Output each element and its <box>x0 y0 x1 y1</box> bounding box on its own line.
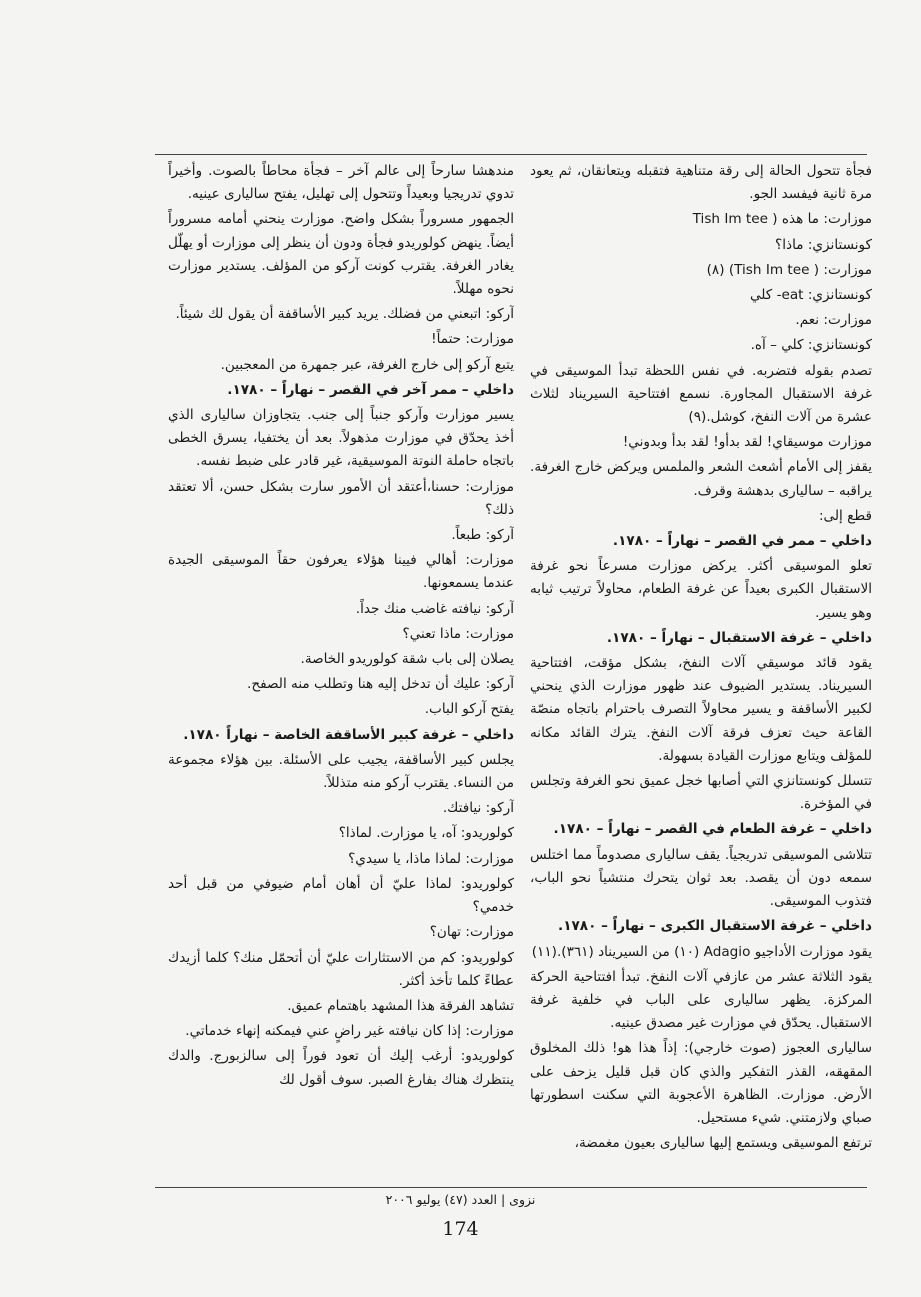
paragraph: موزارت: أهالي فيينا هؤلاء يعرفون حقاً الموسيقى الجيدة عندما يسمعونها. <box>168 552 514 592</box>
paragraph: يسير موزارت وآركو جنباً إلى جنب. يتجاوزان ساليارى الذي أخذ يحدّق في موزارت مذهولاً. بعد أن يختفيا، يسرق الخطى باتجاه حاملة النوتة الموسيقية، غير قادر على ضبط نفسه. <box>168 407 514 470</box>
scene-heading: داخلي – غرفة كبير الأساقفة الخاصة – نهاراً ١٧٨٠. <box>183 726 514 743</box>
paragraph: آركو: اتبعني من فضلك. يريد كبير الأساقفة أن يقول لك شيئاً. <box>175 306 514 323</box>
scene-heading: داخلي – ممر آخر في القصر – نهاراً – ١٧٨٠. <box>227 381 514 398</box>
paragraph: موزارت: ما هذه ( Tish Im tee <box>692 211 872 228</box>
paragraph: تتلاشى الموسيقى تدريجياً. يقف ساليارى مصدوماً مما اختلس سمعه دون أن يقصد. بعد ثوان يتحرك منتشياً نحو الباب، فتذوب الموسيقى. <box>530 846 872 910</box>
paragraph: كولوريدو: آه، يا موزارت. لماذا؟ <box>338 825 514 842</box>
top-rule <box>155 154 867 155</box>
paragraph: كولوريدو: لماذا عليّ أن أهان أمام ضيوفي من قبل أحد خدمي؟ <box>168 875 514 916</box>
paragraph: كونستانزي: eat- كلي <box>749 287 872 304</box>
right-text-column <box>530 160 872 1180</box>
paragraph: ترتفع الموسيقى ويستمع إليها ساليارى بعيون مغمضة، <box>574 1135 872 1152</box>
page-number: 174 <box>442 1218 479 1240</box>
paragraph: تصدم بقوله فتضربه. في نفس اللحظة تبدأ الموسيقى في غرفة الاستقبال المجاورة. نسمع افتتاحية السيريناد لثلاث عشرة من آلات النفخ، كوشل.(٩) <box>530 362 872 426</box>
paragraph: تتسلل كونستانزي التي أصابها خجل عميق نحو الغرفة وتجلس في المؤخرة. <box>530 773 872 813</box>
paragraph: آركو: نيافتك. <box>442 800 514 817</box>
paragraph: يتبع آركو إلى خارج الغرفة، عبر جمهرة من المعجبين. <box>220 356 514 373</box>
scene-heading: داخلي – غرفة الطعام في القصر – نهاراً – ١٧٨٠. <box>553 821 872 838</box>
scene-heading: داخلي – ممر في القصر – نهاراً – ١٧٨٠. <box>612 533 872 550</box>
bottom-rule <box>155 1187 867 1188</box>
paragraph: موزارت موسيقاي! لقد بدأو! لقد بدأ وبدوني! <box>622 434 872 451</box>
paragraph: يصلان إلى باب شقة كولوريدو الخاصة. <box>300 651 514 668</box>
paragraph: ساليارى العجوز (صوت خارجي): إذاً هذا هو! ذلك المخلوق المقهقه، القذر التفكير والذي كان قبل قليل يزحف على الأرض. موزارت. الظاهرة الأعجوبة التي سكنت اسطورتها صباي ولازمتني. شيء مستحيل. <box>530 1040 872 1126</box>
paragraph: موزارت: لماذا ماذا، يا سيدي؟ <box>348 850 514 867</box>
paragraph: كولوريدو: كم من الاستثارات عليّ أن أتحمّل منك؟ كلما أزيدك عطاءً كلما تأخذ أكثر. <box>168 949 514 989</box>
paragraph: قطع إلى: <box>818 507 872 524</box>
paragraph: يجلس كبير الأساقفة، يجيب على الأسئلة. بين هؤلاء مجموعة من النساء. يقترب آركو منه متذللاً. <box>168 751 514 792</box>
paragraph: آركو: عليك أن تدخل إليه هنا وتطلب منه الصفح. <box>247 676 514 693</box>
paragraph: فجأة تتحول الحالة إلى رقة متناهية فتقبله ويتعانقان، ثم يعود مرة ثانية فيفسد الجو. <box>530 163 872 203</box>
paragraph: موزارت: ( Tish Im tee) (٨) <box>706 261 872 278</box>
paragraph: الجمهور مسروراً بشكل واضح. موزارت ينحني أمامه مسروراً أيضاً. ينهض كولوريدو فجأة ودون أن ينظر إلى موزارت أو يهلّل يغادر الغرفة. يقترب كونت آركو من المؤلف. يستدير موزارت نحوه مهللاً. <box>168 211 514 298</box>
paragraph: تعلو الموسيقى أكثر. يركض موزارت مسرعاً نحو غرفة الاستقبال الكبرى بعيداً عن غرفة الطعام، محاولاً ترتيب ثيابه وهو يسير. <box>530 558 872 621</box>
paragraph: آركو: طبعاً. <box>451 527 514 544</box>
left-text-column <box>168 160 514 1180</box>
paragraph: يفتح آركو الباب. <box>424 701 514 718</box>
paragraph: موزارت: تهان؟ <box>429 924 514 941</box>
paragraph: موزارت: ماذا تعني؟ <box>402 625 514 642</box>
paragraph: يقود الثلاثة عشر من عازفي آلات النفخ. تبدأ افتتاحية الحركة المركزة. يظهر ساليارى على الباب في خلفية غرفة الاستقبال. يحدّق في موزارت غير مصدق عينيه. <box>530 968 872 1032</box>
paragraph: موزارت: إذا كان نيافته غير راضٍ عني فيمكنه إنهاء خدماتي. <box>185 1023 514 1040</box>
paragraph: كونستانزي: كلي – آه. <box>750 337 872 354</box>
paragraph: يقفز إلى الأمام أشعث الشعر والملمس ويركض خارج الغرفة. يراقبه – ساليارى بدهشة وقرف. <box>530 459 872 499</box>
paragraph: موزارت: حسنا،أعتقد أن الأمور سارت بشكل حسن، ألا تعتقد ذلك؟ <box>168 478 514 518</box>
paragraph: موزارت: حتماً! <box>431 331 514 348</box>
paragraph: يقود موزارت الأداجيو Adagio (١٠) من السيريناد (٣٦١).(١١) <box>531 943 872 960</box>
paragraph: موزارت: نعم. <box>795 312 872 329</box>
paragraph: كونستانزي: ماذا؟ <box>775 236 872 253</box>
paragraph: تشاهد الفرقة هذا المشهد باهتمام عميق. <box>287 997 514 1014</box>
paragraph: كولوريدو: أرغب إليك أن تعود فوراً إلى سالزبورج. والدك ينتظرك هناك بفارغ الصبر. سوف أقول لك <box>168 1048 514 1088</box>
running-footer: نزوى | العدد (٤٧) يوليو ٢٠٠٦ <box>385 1192 536 1207</box>
scene-heading: داخلي – غرفة الاستقبال – نهاراً – ١٧٨٠. <box>606 629 872 646</box>
scene-heading: داخلي – غرفة الاستقبال الكبرى – نهاراً – ١٧٨٠. <box>558 918 872 935</box>
paragraph: آركو: نيافته غاضب منك جداً. <box>355 600 514 617</box>
paragraph: مندهشا سارحاً إلى عالم آخر – فجأة محاطاً بالصوت. وأخيراً تدوي تدريجيا وبعيداً وتتحول إلى تهليل، يفتح ساليارى عينيه. <box>168 163 514 203</box>
paragraph: يقود قائد موسيقي آلات النفخ، بشكل مؤقت، افتتاحية السيريناد. يستدير الضيوف عند ظهور موزارت الذي ينحني لكبير الأساقفة و يسير محاولاً التصرف باحترام باتجاه منصّة القاعة حيث تعزف فرقة آلات النفخ. يترك القائد مكانه للمؤلف ويتابع موزارت القيادة بسهولة. <box>530 655 872 764</box>
